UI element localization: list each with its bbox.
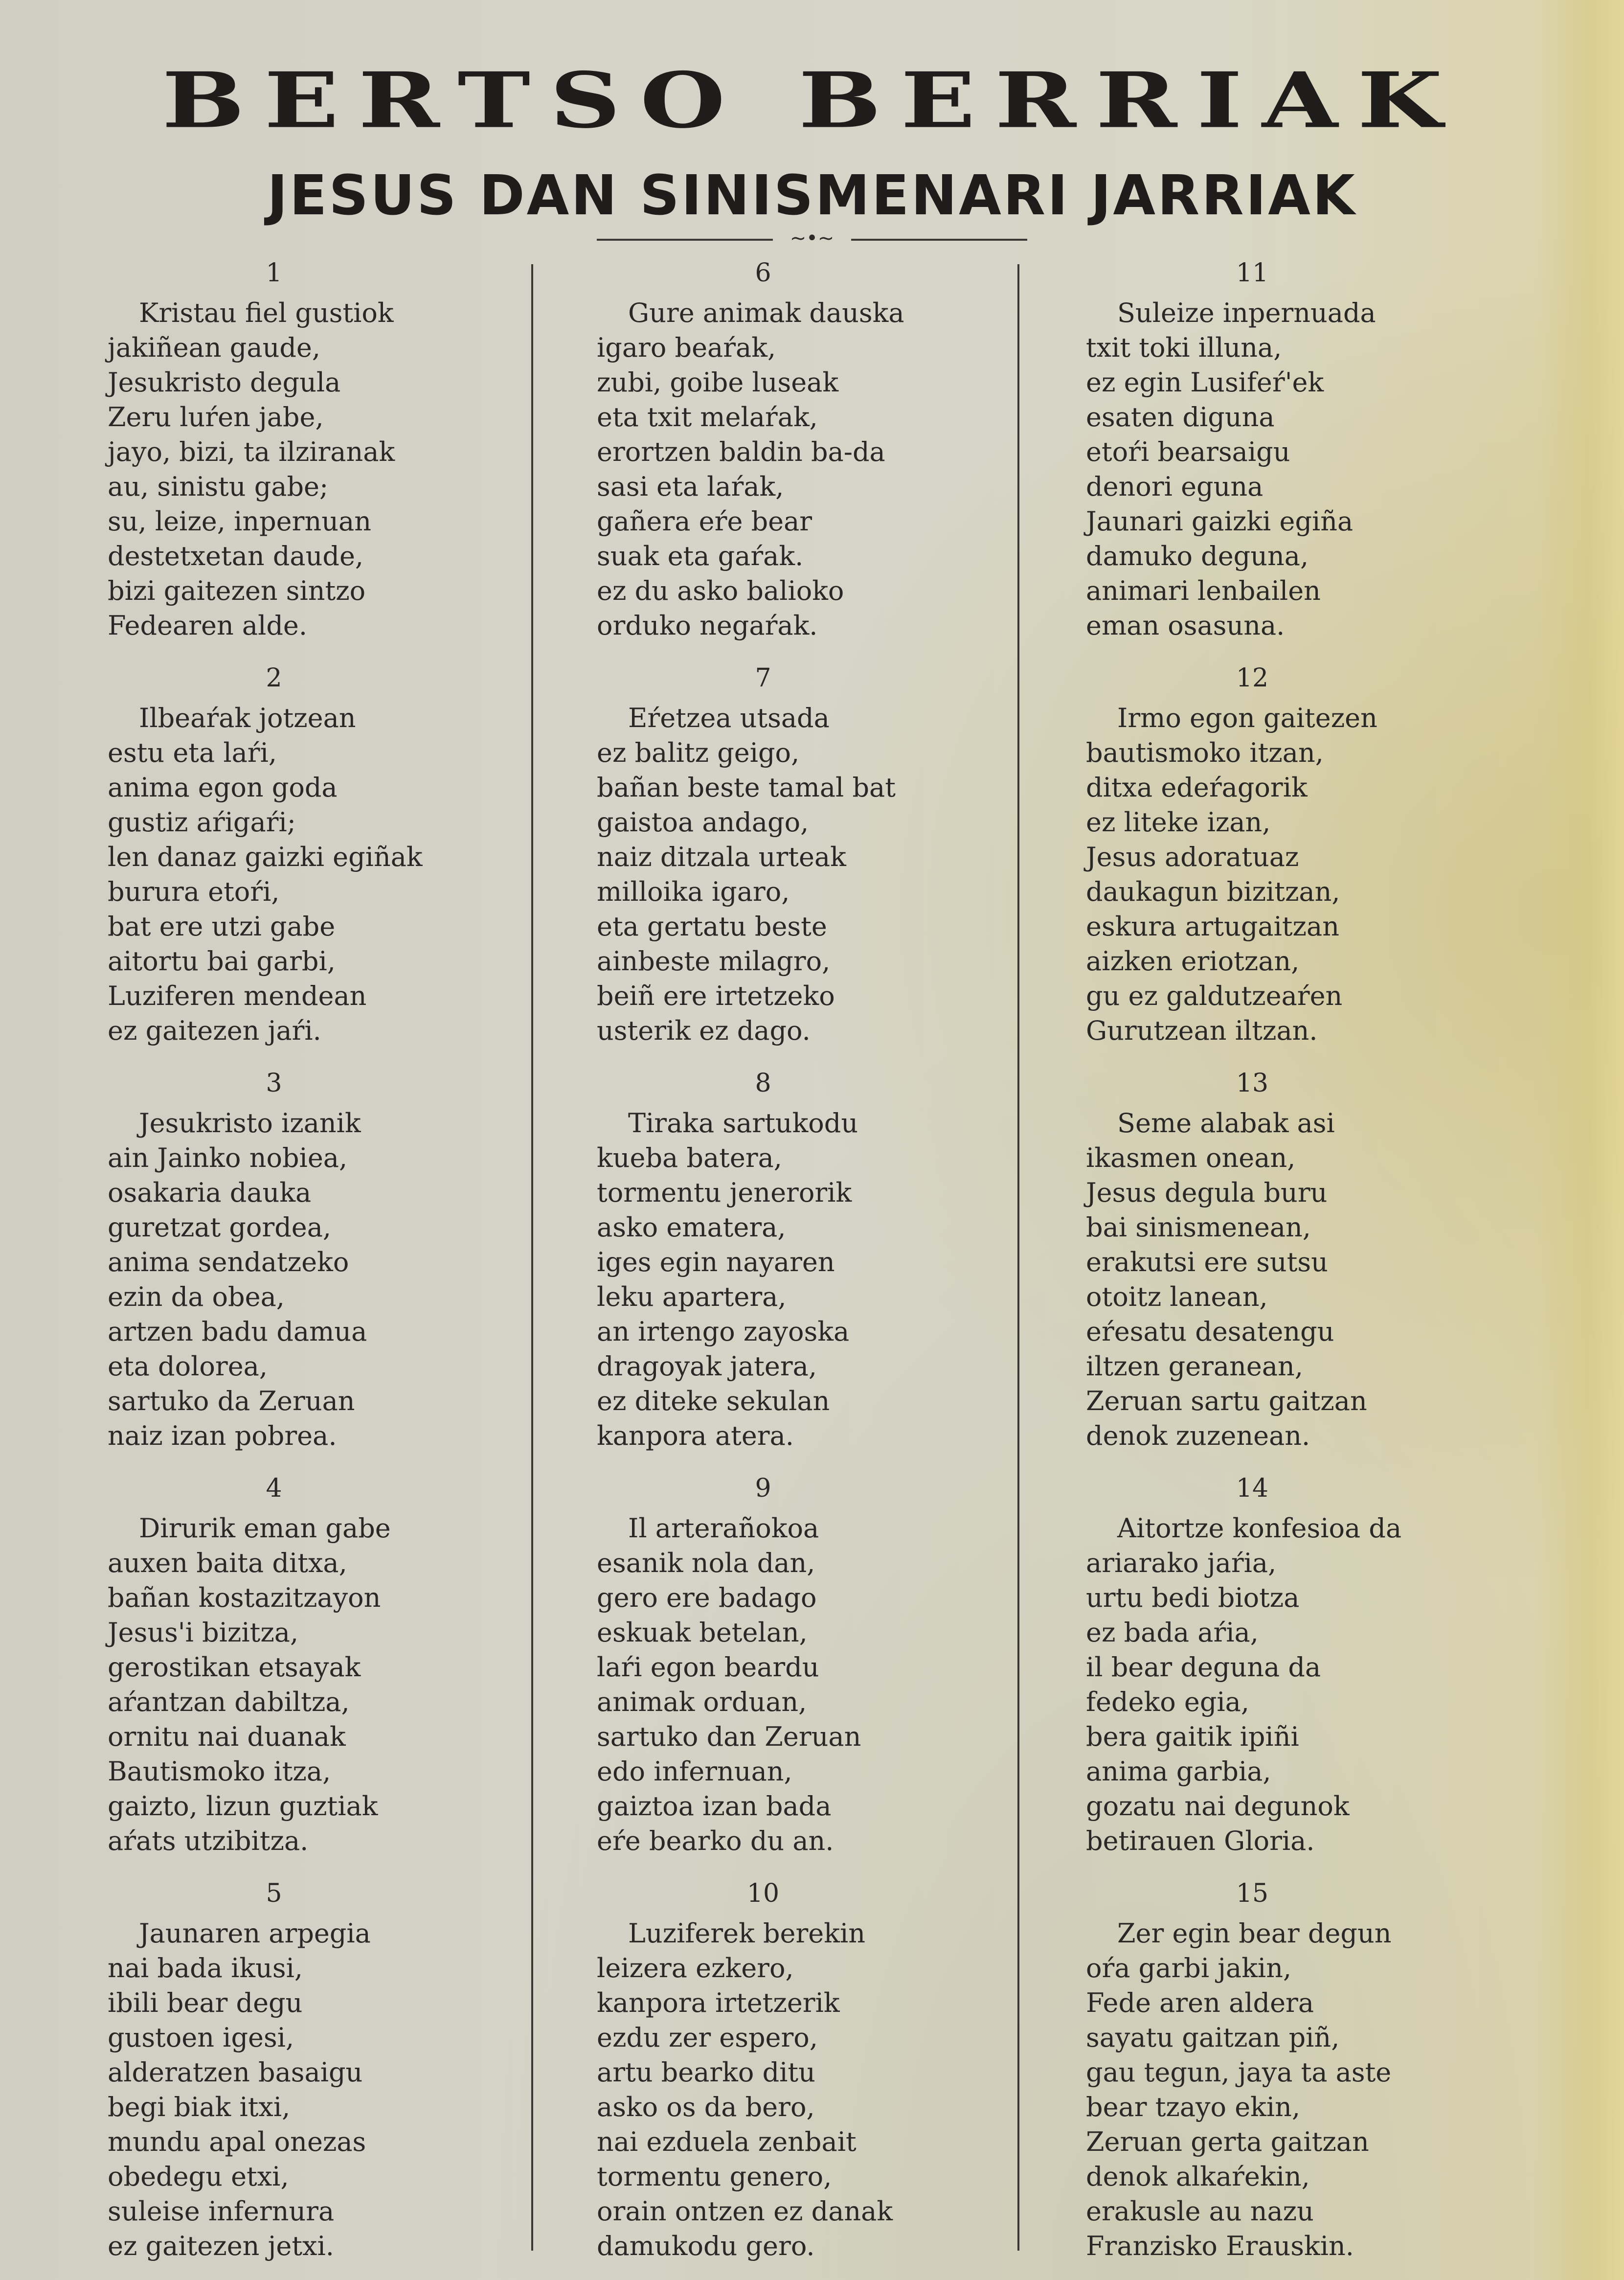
verse-line: anima egon goda (108, 772, 338, 803)
verse-line: mundu apal onezas (108, 2126, 366, 2157)
stanza-number: 4 (266, 1474, 282, 1503)
verse-line: orduko negaŕak. (597, 610, 818, 641)
verse-line: len danaz gaizki egiñak (108, 842, 423, 872)
verse-line: eŕe bearko du an. (597, 1825, 834, 1856)
verse-line: Dirurik eman gabe (139, 1513, 391, 1544)
verse-line: obedegu etxi, (108, 2161, 289, 2192)
stanza-number: 7 (755, 663, 771, 693)
verse-line: kueba batera, (597, 1142, 782, 1173)
verse-line: Zeruan sartu gaitzan (1086, 1386, 1367, 1416)
verse-line: animari lenbailen (1086, 575, 1321, 606)
verse-line: laŕi egon beardu (597, 1652, 819, 1683)
verse-line: jayo, bizi, ta ilziranak (108, 436, 395, 467)
verse-line: an irtengo zayoska (597, 1316, 850, 1347)
stanza-number: 12 (1236, 663, 1269, 693)
verse-line: Kristau fiel gustiok (139, 297, 394, 328)
verse-line: dragoyak jatera, (597, 1351, 817, 1382)
verse-line: milloika igaro, (597, 876, 790, 907)
verse-line: orain ontzen ez danak (597, 2196, 893, 2227)
stanza (597, 1065, 1027, 1470)
verse-line: Jesukristo degula (108, 367, 341, 398)
verse-line: Jaunari gaizki egiña (1086, 506, 1353, 537)
stanza-number: 1 (266, 258, 282, 288)
verse-line: Fede aren aldera (1086, 1987, 1314, 2018)
verse-line: gu ez galdutzeaŕen (1086, 980, 1343, 1011)
verse-line: esanik nola dan, (597, 1548, 815, 1578)
stanza (108, 1875, 538, 2280)
verse-line: denok zuzenean. (1086, 1420, 1310, 1451)
verse-line: aizken eriotzan, (1086, 946, 1300, 977)
verse-line: gaizto, lizun guztiak (108, 1791, 378, 1822)
verse-line: eta gertatu beste (597, 911, 827, 942)
verse-line: osakaria dauka (108, 1177, 312, 1208)
stanza-number: 14 (1236, 1474, 1269, 1503)
verse-line: ezin da obea, (108, 1281, 285, 1312)
ornament-divider: ~•~ (789, 227, 835, 250)
stanza (597, 254, 1027, 660)
verse-line: ainbeste milagro, (597, 946, 831, 977)
verse-line: erakusle au nazu (1086, 2196, 1314, 2227)
verse-line: ornitu nai duanak (108, 1721, 346, 1752)
verse-line: eskuak betelan, (597, 1617, 808, 1648)
verse-line: ez du asko balioko (597, 575, 844, 606)
title-rule-left (597, 239, 773, 241)
verse-line: destetxetan daude, (108, 541, 364, 571)
verse-line: ez bada aŕia, (1086, 1617, 1259, 1648)
verse-line: etoŕi bearsaigu (1086, 436, 1290, 467)
verse-line: daukagun bizitzan, (1086, 876, 1340, 907)
stanza-number: 9 (755, 1474, 771, 1503)
verse-line: Luziferek berekin (628, 1918, 866, 1949)
verse-line: aŕats utzibitza. (108, 1825, 309, 1856)
verse-line: alderatzen basaigu (108, 2057, 363, 2088)
verse-line: beiñ ere irtetzeko (597, 980, 835, 1011)
verse-line: il bear deguna da (1086, 1652, 1321, 1683)
verse-line: ain Jainko nobiea, (108, 1142, 348, 1173)
verse-line: Franzisko Erauskin. (1086, 2231, 1354, 2261)
verse-line: kanpora irtetzerik (597, 1987, 840, 2018)
verse-line: ez diteke sekulan (597, 1386, 830, 1416)
verse-line: jakiñean gaude, (108, 332, 321, 363)
verse-line: ez egin Lusifeŕ'ek (1086, 367, 1324, 398)
verse-line: suak eta gaŕak. (597, 541, 804, 571)
verse-line: eta dolorea, (108, 1351, 268, 1382)
stanza-number: 10 (746, 1879, 780, 1908)
verse-line: erortzen baldin ba-da (597, 436, 885, 467)
verse-line: naiz izan pobrea. (108, 1420, 337, 1451)
verse-line: anima garbia, (1086, 1756, 1271, 1787)
verse-line: Tiraka sartukodu (628, 1108, 858, 1139)
verse-line: Jesus'i bizitza, (108, 1617, 299, 1648)
verse-line: Jesus adoratuaz (1086, 842, 1299, 872)
verse-line: bizi gaitezen sintzo (108, 575, 366, 606)
verse-line: au, sinistu gabe; (108, 471, 329, 502)
verse-line: bera gaitik ipiñi (1086, 1721, 1299, 1752)
verse-line: urtu bedi biotza (1086, 1582, 1300, 1613)
stanza (1086, 660, 1516, 1065)
verse-line: gaistoa andago, (597, 807, 809, 838)
verse-line: asko ematera, (597, 1212, 786, 1243)
verse-line: Eŕetzea utsada (628, 703, 830, 733)
verse-line: gozatu nai degunok (1086, 1791, 1350, 1822)
paper-stain (1536, 0, 1624, 2280)
verse-line: damuko deguna, (1086, 541, 1309, 571)
verse-column-1 (108, 254, 538, 2265)
verse-line: iltzen geranean, (1086, 1351, 1303, 1382)
verse-line: bañan kostazitzayon (108, 1582, 381, 1613)
verse-line: damukodu gero. (597, 2231, 815, 2261)
stanza (108, 254, 538, 660)
verse-line: Suleize inpernuada (1117, 297, 1376, 328)
verse-line: naiz ditzala urteak (597, 842, 846, 872)
verse-line: eŕesatu desatengu (1086, 1316, 1334, 1347)
stanza (597, 1875, 1027, 2280)
verse-line: bañan beste tamal bat (597, 772, 896, 803)
stanza (108, 1065, 538, 1470)
verse-line: Zeruan gerta gaitzan (1086, 2126, 1369, 2157)
verse-line: nai bada ikusi, (108, 1953, 303, 1984)
verse-line: leizera ezkero, (597, 1953, 794, 1984)
verse-line: sayatu gaitzan piñ, (1086, 2022, 1340, 2053)
verse-line: denori eguna (1086, 471, 1263, 502)
verse-line: eskura artugaitzan (1086, 911, 1339, 942)
stanza (597, 1470, 1027, 1875)
verse-line: guretzat gordea, (108, 1212, 332, 1243)
verse-line: gustiz aŕigaŕi; (108, 807, 296, 838)
verse-line: denok alkaŕekin, (1086, 2161, 1310, 2192)
verse-line: bear tzayo ekin, (1086, 2092, 1301, 2122)
verse-line: asko os da bero, (597, 2092, 815, 2122)
stanza-number: 2 (266, 663, 282, 693)
stanza-number: 5 (266, 1879, 282, 1908)
verse-line: auxen baita ditxa, (108, 1548, 347, 1578)
verse-line: animak orduan, (597, 1687, 807, 1717)
stanza-number: 3 (266, 1069, 282, 1098)
verse-line: gustoen igesi, (108, 2022, 294, 2053)
page-subtitle: JESUS DAN SINISMENARI JARRIAK (267, 164, 1357, 228)
verse-line: gaiztoa izan bada (597, 1791, 832, 1822)
verse-line: ez liteke izan, (1086, 807, 1271, 838)
verse-line: Zer egin bear degun (1117, 1918, 1392, 1949)
stanza (597, 660, 1027, 1065)
verse-line: esaten diguna (1086, 402, 1275, 433)
verse-line: Aitortze konfesioa da (1117, 1513, 1402, 1544)
verse-line: sasi eta laŕak, (597, 471, 784, 502)
verse-line: gañera eŕe bear (597, 506, 812, 537)
verse-line: edo infernuan, (597, 1756, 792, 1787)
verse-line: Jaunaren arpegia (139, 1918, 371, 1949)
stanza-number: 13 (1236, 1069, 1269, 1098)
verse-line: betirauen Gloria. (1086, 1825, 1315, 1856)
stanza (1086, 1470, 1516, 1875)
stanza (108, 1470, 538, 1875)
verse-line: tormentu genero, (597, 2161, 832, 2192)
verse-line: Ilbeaŕak jotzean (139, 703, 356, 733)
verse-line: eta txit melaŕak, (597, 402, 818, 433)
verse-line: iges egin nayaren (597, 1247, 835, 1277)
verse-line: sartuko da Zeruan (108, 1386, 355, 1416)
title-rule-right (851, 239, 1027, 241)
verse-line: igaro beaŕak, (597, 332, 776, 363)
verse-line: Bautismoko itza, (108, 1756, 331, 1787)
verse-line: burura etoŕi, (108, 876, 280, 907)
verse-line: usterik ez dago. (597, 1015, 811, 1046)
stanza-number: 6 (755, 258, 771, 288)
verse-line: gerostikan etsayak (108, 1652, 361, 1683)
verse-line: ibili bear degu (108, 1987, 303, 2018)
verse-line: ezdu zer espero, (597, 2022, 818, 2053)
verse-line: Il arterañokoa (628, 1513, 819, 1544)
verse-line: eman osasuna. (1086, 610, 1285, 641)
verse-line: Gure animak dauska (628, 297, 904, 328)
verse-line: ez gaitezen jaŕi. (108, 1015, 321, 1046)
stanza-number: 11 (1236, 258, 1269, 288)
verse-line: ez balitz geigo, (597, 737, 800, 768)
verse-line: tormentu jenerorik (597, 1177, 852, 1208)
verse-line: zubi, goibe luseak (597, 367, 839, 398)
verse-line: txit toki illuna, (1086, 332, 1282, 363)
verse-line: Seme alabak asi (1117, 1108, 1335, 1139)
verse-line: bai sinismenean, (1086, 1212, 1311, 1243)
stanza-number: 8 (755, 1069, 771, 1098)
verse-line: Jesukristo izanik (139, 1108, 361, 1139)
verse-line: fedeko egia, (1086, 1687, 1250, 1717)
verse-line: aŕantzan dabiltza, (108, 1687, 350, 1717)
stanza-number: 15 (1236, 1879, 1269, 1908)
verse-line: ariarako jaŕia, (1086, 1548, 1277, 1578)
stanza (1086, 1065, 1516, 1470)
verse-line: artu bearko ditu (597, 2057, 815, 2088)
verse-line: Irmo egon gaitezen (1117, 703, 1377, 733)
verse-line: Fedearen alde. (108, 610, 308, 641)
stanza (108, 660, 538, 1065)
verse-line: kanpora atera. (597, 1420, 794, 1451)
verse-column-2 (597, 254, 1027, 2265)
verse-line: bat ere utzi gabe (108, 911, 336, 942)
verse-line: begi biak itxi, (108, 2092, 291, 2122)
verse-line: sartuko dan Zeruan (597, 1721, 861, 1752)
verse-line: gau tegun, jaya ta aste (1086, 2057, 1392, 2088)
stanza (1086, 1875, 1516, 2280)
verse-line: otoitz lanean, (1086, 1281, 1268, 1312)
verse-line: su, leize, inpernuan (108, 506, 371, 537)
verse-line: ditxa edeŕagorik (1086, 772, 1308, 803)
verse-line: suleise infernura (108, 2196, 335, 2227)
verse-line: Gurutzean iltzan. (1086, 1015, 1318, 1046)
verse-line: Jesus degula buru (1086, 1177, 1328, 1208)
verse-line: nai ezduela zenbait (597, 2126, 857, 2157)
stanza (1086, 254, 1516, 660)
verse-line: Zeru luŕen jabe, (108, 402, 324, 433)
verse-line: oŕa garbi jakin, (1086, 1953, 1292, 1984)
verse-column-3 (1086, 254, 1516, 2265)
verse-line: bautismoko itzan, (1086, 737, 1324, 768)
verse-line: estu eta laŕi, (108, 737, 277, 768)
verse-line: gero ere badago (597, 1582, 817, 1613)
verse-line: Luziferen mendean (108, 980, 367, 1011)
verse-line: aitortu bai garbi, (108, 946, 336, 977)
verse-line: leku apartera, (597, 1281, 787, 1312)
verse-line: erakutsi ere sutsu (1086, 1247, 1328, 1277)
verse-line: ikasmen onean, (1086, 1142, 1296, 1173)
verse-line: artzen badu damua (108, 1316, 367, 1347)
page-title: BERTSO BERRIAK (162, 55, 1462, 146)
verse-line: ez gaitezen jetxi. (108, 2231, 334, 2261)
verse-line: anima sendatzeko (108, 1247, 349, 1277)
